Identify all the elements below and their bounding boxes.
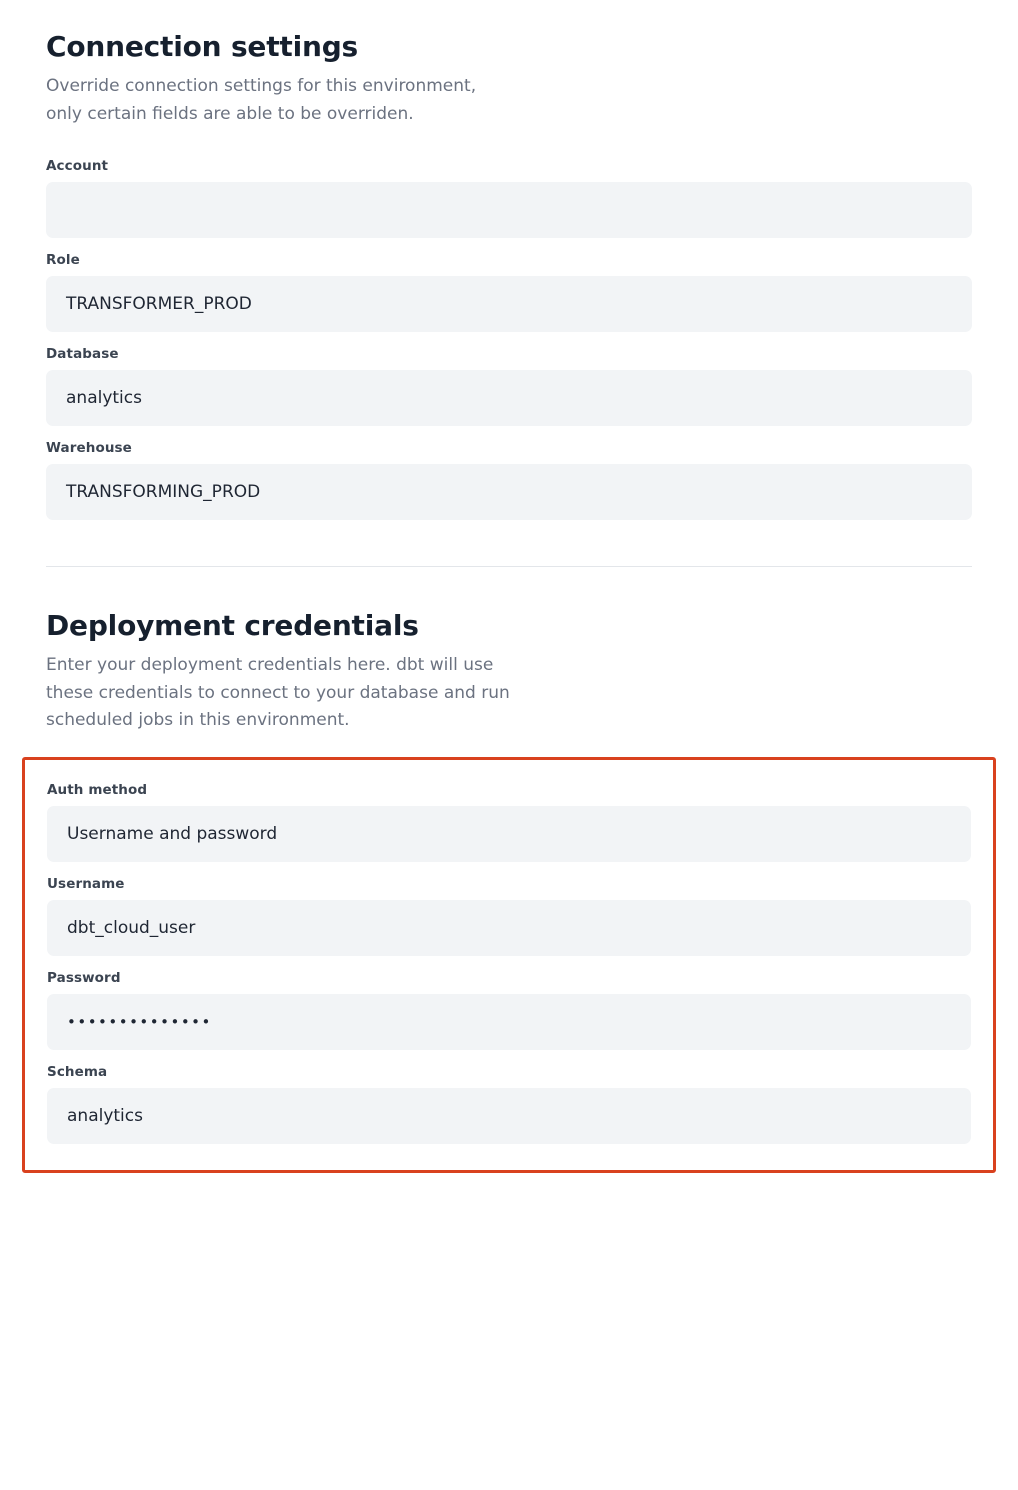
spacer [46, 567, 972, 609]
deployment-credentials-section [46, 609, 972, 1173]
field-label-database: Database [46, 346, 119, 363]
role-input[interactable]: TRANSFORMER_PROD [46, 276, 972, 332]
deployment-credentials-description-line-3: scheduled jobs in this environment. [46, 710, 350, 731]
warehouse-input[interactable]: TRANSFORMING_PROD [46, 464, 972, 520]
connection-settings-fields [46, 158, 972, 520]
username-input[interactable]: dbt_cloud_user [47, 900, 971, 956]
field-role [46, 252, 972, 332]
connection-settings-section [46, 0, 972, 520]
field-label-account: Account [46, 158, 109, 175]
field-label-warehouse: Warehouse [46, 440, 132, 457]
deployment-credentials-highlight-box [22, 757, 996, 1173]
field-username [47, 876, 971, 956]
deployment-credentials-description [46, 652, 606, 735]
deployment-credentials-description-line-1: Enter your deployment credentials here. dbt will use [46, 655, 494, 676]
deployment-credentials-description-line-2: these credentials to connect to your database and run [46, 682, 510, 703]
field-label-schema: Schema [47, 1063, 108, 1080]
connection-settings-description-line-1: Override connection settings for this environment, [46, 76, 477, 96]
connection-settings-description [46, 73, 606, 128]
field-password [47, 970, 971, 1050]
database-input[interactable]: analytics [46, 370, 972, 426]
auth-method-input[interactable]: Username and password [47, 806, 971, 862]
field-schema [47, 1064, 971, 1144]
schema-input[interactable]: analytics [47, 1088, 971, 1144]
field-warehouse [46, 440, 972, 520]
password-input[interactable]: •••••••••••••• [47, 994, 971, 1050]
field-account [46, 158, 972, 238]
deployment-credentials-title: Deployment credentials [46, 609, 419, 643]
field-database [46, 346, 972, 426]
field-label-password: Password [47, 969, 121, 986]
connection-settings-description-line-2: only certain fields are able to be overriden. [46, 103, 414, 124]
field-label-username: Username [47, 875, 125, 892]
account-input[interactable] [46, 182, 972, 238]
field-auth-method [47, 782, 971, 862]
connection-settings-title: Connection settings [46, 30, 359, 63]
field-label-auth-method: Auth method [47, 781, 148, 798]
field-label-role: Role [46, 252, 80, 269]
